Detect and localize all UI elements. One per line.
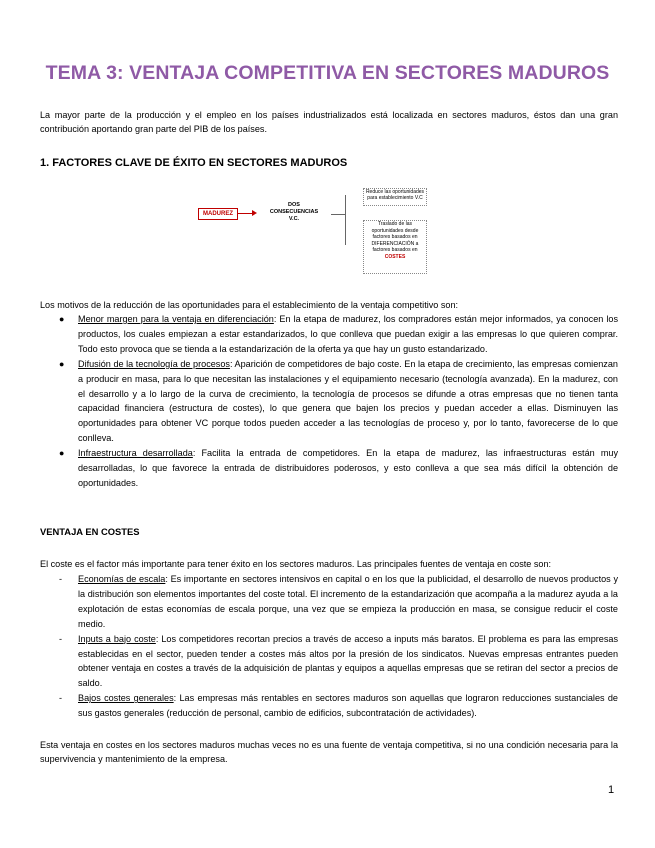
- item-text: : En la etapa de madurez, los compradores están mejor informados, ya conocen los productos, los cuales empiezan a estar estandarizados, lo que conlleva que puedan exigir a las empresas lo que quieren comprar. Todo esto provoca que se tienda a la estandarización de la oferta ya que hay un gusto estandarizado.: [78, 314, 618, 354]
- item-label: Difusión de la tecnología de procesos: [78, 358, 230, 369]
- dash-marker: -: [59, 633, 63, 644]
- page-number: 1: [608, 784, 615, 796]
- diagram-box-madurez: MADUREZ: [198, 208, 238, 220]
- item-text: : Facilita la entrada de competidores. En la etapa de madurez, las infraestructuras están muy desarrolladas, lo que favorece la entrada de distribuidores poderosos, y esto conlleva a que sea más difícil la obtención de oportunidades.: [78, 448, 619, 488]
- diagram-dos-line1: DOS: [288, 202, 300, 208]
- item-label: Bajos costes generales: [78, 693, 174, 704]
- diagram-costes-label: COSTES: [384, 253, 406, 260]
- item-label: Economías de escala: [78, 574, 166, 584]
- costes-list: [40, 572, 618, 721]
- page-title: TEMA 3: VENTAJA COMPETITIVA EN SECTORES MADUROS: [45, 62, 610, 84]
- diagram-connector-horizontal: [331, 214, 345, 215]
- motivos-intro: Los motivos de la reducción de las oportunidades para el establecimiento de la ventaja competitivo son:: [40, 300, 459, 310]
- list-item: [40, 691, 618, 721]
- list-item: [40, 632, 618, 692]
- list-item: [40, 572, 618, 632]
- diagram-traslado-text: Traslado de las oportunidades desde factores basados en DIFERENCIACIÓN a factores basados en: [371, 221, 419, 253]
- diagram-dos-line3: V.C.: [288, 216, 300, 222]
- item-text: : Los competidores recortan precios a través de acceso a inputs más baratos. El problema es para las empresas establecidas en el sector, pueden tender a costes más altos por la presión de los sindicatos. Nuevas empresas entrantes pueden obtener ventaja en costes a través de la adquisición de plantas y equipos a aquellas empresas que se retiran del sector a precios de saldo.: [78, 633, 618, 689]
- diagram-box-consecuencias: [257, 202, 331, 228]
- conclusion-paragraph: Esta ventaja en costes en los sectores maduros muchas veces no es una fuente de ventaja competitiva, si no una condición necesaria para la supervivencia y mantenimiento de la empresa.: [40, 740, 618, 764]
- motivos-list: [40, 312, 618, 491]
- item-label: Infraestructura desarrollada: [78, 448, 193, 459]
- list-item: [40, 446, 618, 491]
- item-text: : Aparición de competidores de bajo coste. En la etapa de crecimiento, las empresas comienzan a producir en masa, para lo que necesitan las instalaciones y el equipamiento necesario (tecnología avanzada). En la madurez, con el desarrollo y a lo largo de la curva de crecimiento, la tecnología de procesos se difunde a otras empresas que no tienen tanta capacidad financiera (estructura de costes), lo que genera que bajen los precios y puedan acceder a ellas. Disminuyen las oportunidades para obtener VC porque todos pueden acceder a las tecnologías de proceso y, por lo tanto, favorecerse de lo que conlleva.: [78, 358, 618, 444]
- diagram-box-traslado: [363, 220, 427, 274]
- item-text: : Las empresas más rentables en sectores maduros son aquellas que lograron reducciones sustanciales de sus gastos generales (reducción de personal, cambio de edificios, subcontratación de actividades).: [78, 693, 618, 719]
- diagram-box-reduce: Reduce las oportunidades para establecimiento V.C: [363, 188, 427, 206]
- section-heading-ventaja-costes: VENTAJA EN COSTES: [40, 526, 140, 537]
- madurez-diagram: [195, 188, 425, 278]
- item-text: : Es importante en sectores intensivos en capital o en los que la publicidad, el desarrollo de nuevos productos y la distribución son elementos importantes del coste total. El incremento de la estandarización que acompaña a la madurez ayuda a la explotación de estas economías de escala porque, una vez que se empieza la producción en masa, se consigue reducir el coste medio.: [78, 574, 618, 629]
- diagram-dos-line2: CONSECUENCIAS: [269, 209, 319, 215]
- costes-intro: El coste es el factor más importante para tener éxito en los sectores maduros. Las principales fuentes de ventaja en coste son:: [40, 559, 552, 569]
- section-heading-factores: 1. FACTORES CLAVE DE ÉXITO EN SECTORES MADUROS: [40, 157, 348, 169]
- dash-marker: -: [59, 693, 63, 704]
- list-item: [40, 312, 618, 357]
- bullet-marker: ●: [59, 448, 65, 459]
- diagram-connector-vertical: [345, 195, 346, 245]
- bullet-marker: ●: [59, 314, 65, 324]
- bullet-marker: ●: [59, 358, 65, 369]
- intro-paragraph: La mayor parte de la producción y el empleo en los países industrializados está localizada en sectores maduros, éstos dan una gran contribución aportando gran parte del PIB de los países.: [40, 110, 618, 134]
- item-label: Menor margen para la ventaja en diferenciación: [78, 314, 274, 324]
- item-label: Inputs a bajo coste: [78, 633, 156, 644]
- dash-marker: -: [59, 574, 63, 584]
- list-item: [40, 357, 618, 446]
